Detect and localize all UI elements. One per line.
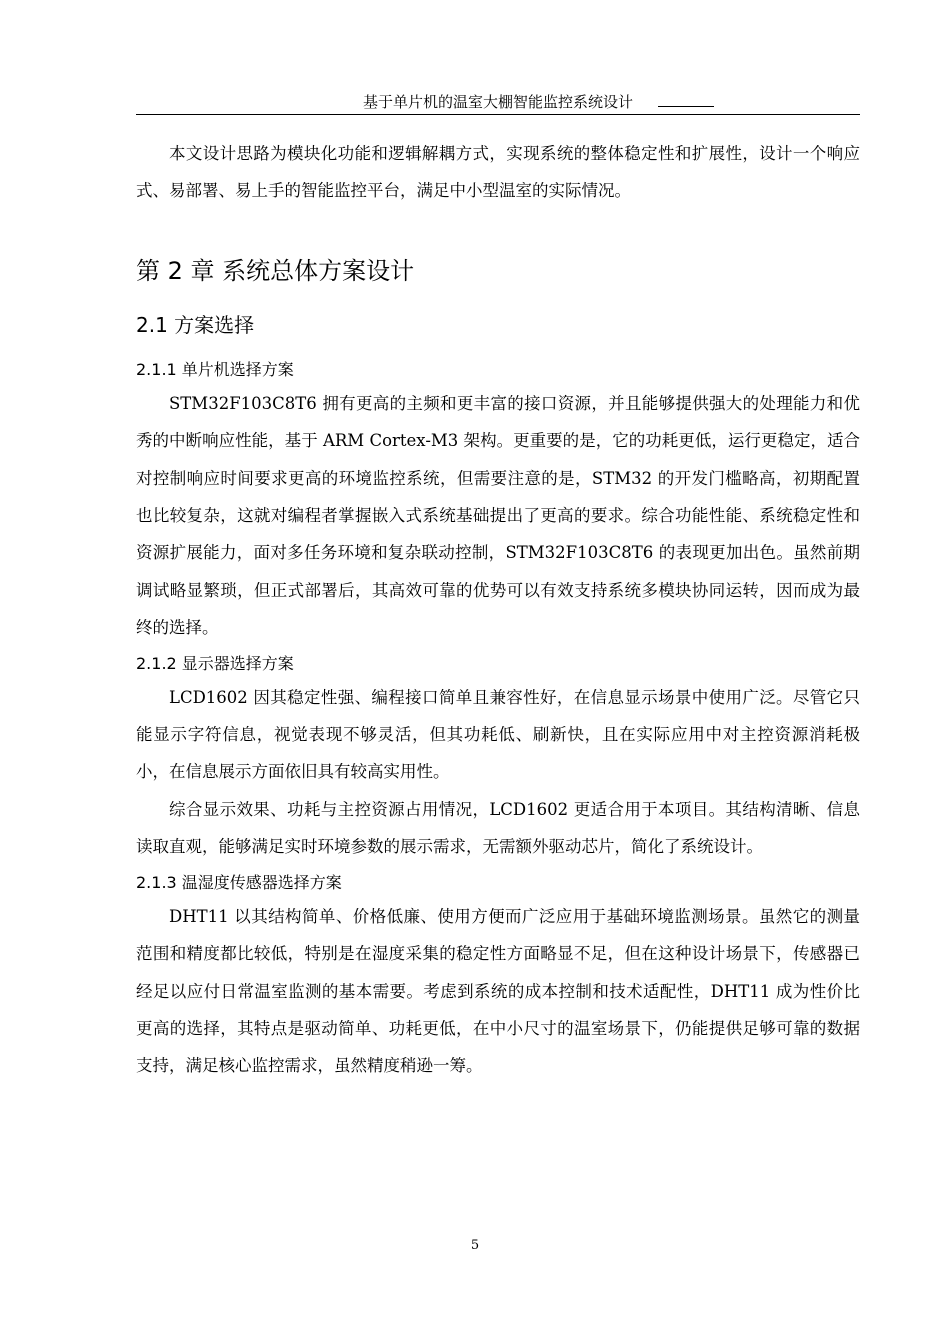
chapter-title: 第 2 章 系统总体方案设计: [136, 256, 415, 285]
intro-paragraph: 本文设计思路为模块化功能和逻辑解耦方式，实现系统的整体稳定性和扩展性，设计一个响应式、易部署、易上手的智能监控平台，满足中小型温室的实际情况。: [136, 144, 860, 201]
subsection-title-2-1-2: 2.1.2 显示器选择方案: [136, 653, 294, 673]
paragraph-mcu-selection: STM32F103C8T6 拥有更高的主频和更丰富的接口资源，并且能够提供强大的处理能力和优秀的中断响应性能，基于 ARM Cortex-M3 架构。更重要的是，它的功耗更低，运行更稳定，适合对控制响应时间要求更高的环境监控系统，但需要注意的是，STM32 的开发门槛略高，初期配置也比较复杂，这就对编程者掌握嵌入式系统基础提出了更高的要求。综合功能性能、系统稳定性和资源扩展能力，面对多任务环境和复杂联动控制，STM32F103C8T6 的表现更加出色。虽然前期调试略显繁琐，但正式部署后，其高效可靠的优势可以有效支持系统多模块协同运转，因而成为最终的选择。: [136, 393, 860, 638]
subsection-title-2-1-1: 2.1.1 单片机选择方案: [136, 359, 294, 379]
paragraph-display-selection-1: LCD1602 因其稳定性强、编程接口简单且兼容性好，在信息显示场景中使用广泛。尽管它只能显示字符信息，视觉表现不够灵活，但其功耗低、刷新快，且在实际应用中对主控资源消耗极小，在信息展示方面依旧具有较高实用性。: [136, 687, 860, 782]
running-header: 基于单片机的温室大棚智能监控系统设计: [136, 92, 860, 115]
header-rule-stub: [658, 106, 714, 107]
page-content: [136, 135, 860, 1085]
section-title-2-1: 2.1 方案选择: [136, 312, 255, 337]
paragraph-sensor-selection: DHT11 以其结构简单、价格低廉、使用方便而广泛应用于基础环境监测场景。虽然它的测量范围和精度都比较低，特别是在湿度采集的稳定性方面略显不足，但在这种设计场景下，传感器已经足以应付日常温室监测的基本需要。考虑到系统的成本控制和技术适配性，DHT11 成为性价比更高的选择，其特点是驱动简单、功耗更低，在中小尺寸的温室场景下，仍能提供足够可靠的数据支持，满足核心监控需求，虽然精度稍逊一筹。: [136, 906, 860, 1076]
page-number: 5: [470, 1238, 480, 1253]
subsection-title-2-1-3: 2.1.3 温湿度传感器选择方案: [136, 872, 342, 892]
paragraph-display-selection-2: 综合显示效果、功耗与主控资源占用情况，LCD1602 更适合用于本项目。其结构清晰、信息读取直观，能够满足实时环境参数的展示需求，无需额外驱动芯片，简化了系统设计。: [136, 799, 860, 857]
